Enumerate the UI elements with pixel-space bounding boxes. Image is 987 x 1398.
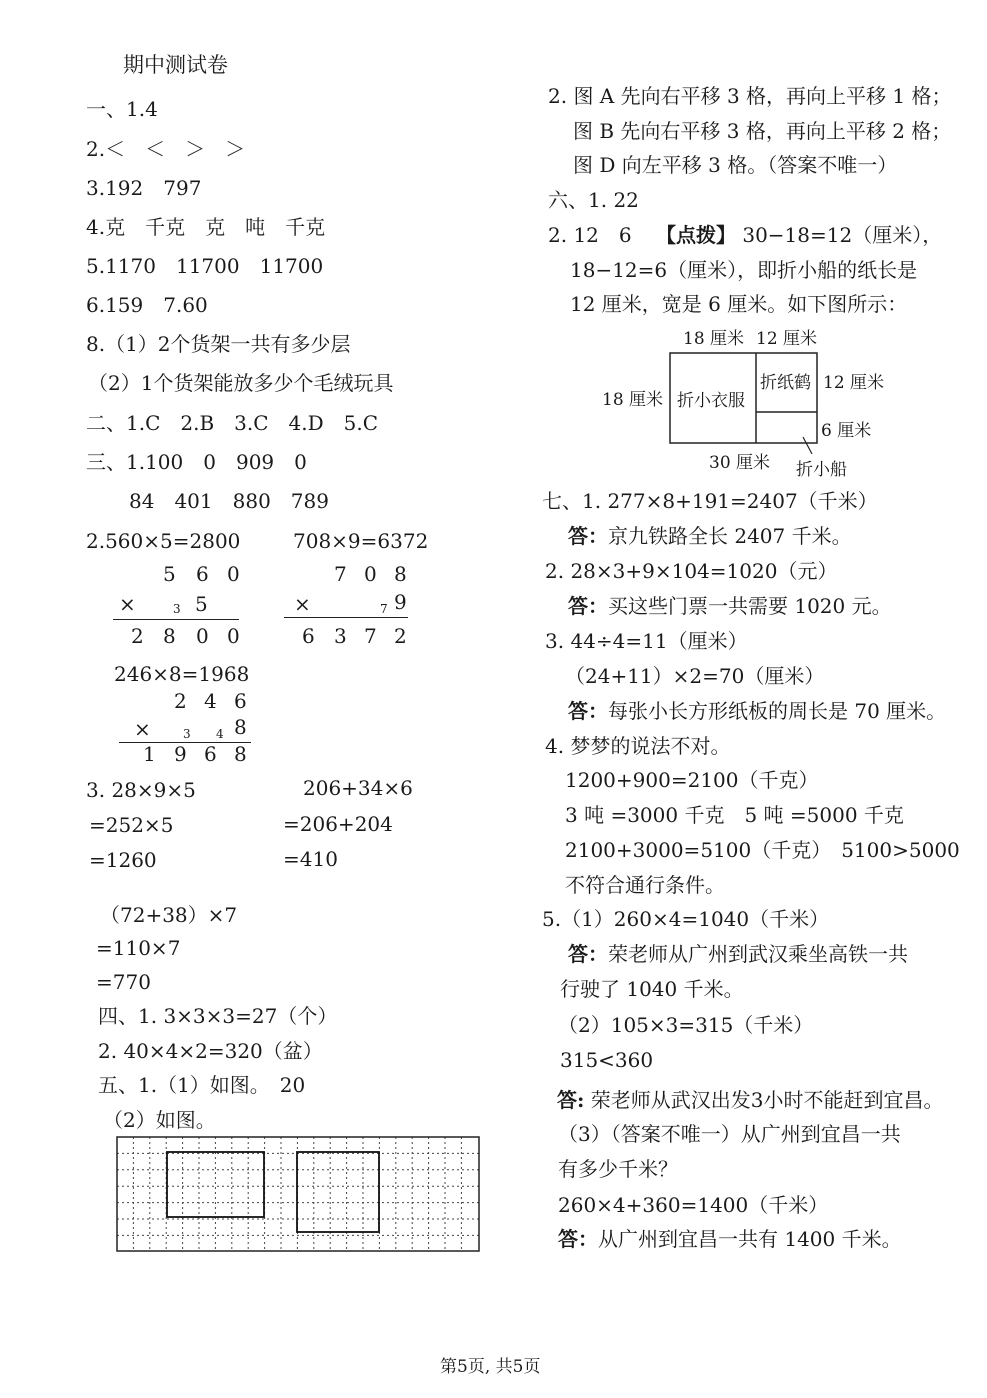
answer-line-1-6: 6.159 7.60 [86,293,208,317]
box-boat-label: 折小船 [796,460,847,480]
answer-5-2-line2: 图 B 先向右平移 3 格，再向上平移 2 格； [573,119,952,143]
boat-pointer-line [803,437,812,454]
answer-section-3-line2: 84 401 880 789 [129,489,329,513]
answer-line-1-8b: （2）1个货架能放多少个毛绒玩具 [88,371,394,395]
box-clothes-label: 折小衣服 [677,391,745,411]
label-left: 18 厘米 [602,390,664,410]
digit: 6 [204,742,217,766]
digit: 6 [302,624,315,648]
digit: 0 [227,562,240,586]
times-sign: × [134,717,151,741]
calc-3-2-line1: 206+34×6 [303,776,413,800]
question-7-2: 2. 28×3+9×104=1020（元） [545,559,838,583]
answer-label: 答： [568,524,608,548]
calc-3-1-line2: =252×5 [89,813,174,837]
question-7-3-line2: （24+11）×2=70（厘米） [565,664,825,688]
answer-label: 答： [558,1227,598,1251]
digit: 0 [364,562,377,586]
answer-text: 荣老师从武汉出发3小时不能赶到宜昌。 [590,1088,944,1112]
answer-6-2-calc: 30−18=12（厘米）， [742,223,943,247]
question-7-4-line3: 3 吨 =3000 千克 5 吨 =5000 千克 [565,803,904,827]
digit: 0 [227,624,240,648]
page-number: 第5页, 共5页 [440,1357,541,1377]
question-7-5-2: （2）105×3=315（千米） [558,1013,814,1037]
carry-digit: 4 [216,727,224,741]
answer-7-5-1-line2: 行驶了 1040 千米。 [560,977,744,1001]
question-7-4-line1: 4. 梦梦的说法不对。 [545,734,731,758]
digit: 8 [394,562,407,586]
answer-section-4-1: 四、1. 3×3×3=27（个） [98,1004,338,1028]
answer-line-1-5: 5.1170 11700 11700 [86,254,324,278]
answer-label: 答： [568,942,608,966]
answer-7-3 [568,699,946,723]
digit: 6 [234,689,247,713]
question-7-5-3-line1: （3）（答案不唯一）从广州到宜昌一共 [558,1122,901,1146]
digit: 9 [394,590,407,614]
answer-line-1-4: 4.克 千克 克 吨 千克 [86,215,326,239]
label-top-left: 18 厘米 [683,329,745,349]
digit: 8 [163,624,176,648]
box-crane-label: 折纸鹤 [760,373,811,393]
question-7-5-3-line3: 260×4+360=1400（千米） [558,1193,829,1217]
digit: 2 [174,689,187,713]
answer-text: 买这些门票一共需要 1020 元。 [608,594,892,618]
answer-line-1-2: 2.＜ ＜ ＞ ＞ [86,137,246,161]
digit: 2 [394,624,407,648]
question-7-4-line2: 1200+900=2100（千克） [565,768,819,792]
question-7-5-2-compare: 315<360 [560,1048,654,1072]
label-top-right: 12 厘米 [756,329,818,349]
digit: 3 [334,624,347,648]
equation-560x5: 2.560×5=2800 [86,529,241,553]
answer-7-2 [568,594,892,618]
calc-3-2-line2: =206+204 [283,812,393,836]
digit: 7 [334,562,347,586]
digit: 2 [131,624,144,648]
hint-label: 【点拨】 [655,223,736,247]
answer-7-1 [568,524,852,548]
answer-line-1-8a: 8.（1）2个货架一共有多少层 [86,332,351,356]
times-sign: × [294,592,311,616]
digit: 7 [364,624,377,648]
answer-label: 答： [568,594,608,618]
page-title: 期中测试卷 [123,53,228,77]
answer-text: 京九铁路全长 2407 千米。 [608,524,852,548]
answer-6-2-line3: 12 厘米，宽是 6 厘米。如下图所示： [570,292,908,316]
answer-5-2-line3: 图 D 向左平移 3 格。（答案不唯一） [573,153,898,177]
answer-text: 荣老师从广州到武汉乘坐高铁一共 [608,942,908,966]
equation-246x8: 246×8=1968 [114,662,250,686]
answer-5-2-line1: 2. 图 A 先向右平移 3 格，再向上平移 1 格； [548,84,952,108]
answer-line-1-1: 一、1.4 [86,97,158,121]
answer-label: 答： [568,699,608,723]
answer-section-3-line1: 三、1.100 0 909 0 [86,450,307,474]
question-7-5-1: 5.（1）260×4=1040（千米） [542,907,830,931]
calc-3-3-line1: （72+38）×7 [100,903,238,927]
equation-708x9: 708×9=6372 [293,529,429,553]
answer-section-2: 二、1.C 2.B 3.C 4.D 5.C [86,411,379,435]
answer-text: 从广州到宜昌一共有 1400 千米。 [598,1227,902,1251]
label-right-top: 12 厘米 [823,373,885,393]
digit: 5 [163,562,176,586]
digit: 8 [234,715,247,739]
answer-line-1-3: 3.192 797 [86,176,202,200]
label-right-bottom: 6 厘米 [821,421,872,441]
answer-7-5-3 [558,1227,902,1251]
digit: 8 [234,742,247,766]
question-7-4-line4: 2100+3000=5100（千克） 5100>5000 [565,838,960,862]
question-7-5-3-line2: 有多少千米？ [558,1157,678,1181]
answer-6-1: 六、1. 22 [548,188,639,212]
digit: 0 [196,624,209,648]
answer-7-5-1-line1 [568,942,908,966]
answer-6-2-values: 2. 12 6 [548,223,632,247]
answer-section-4-2: 2. 40×4×2=320（盆） [98,1039,323,1063]
carry-digit: 3 [173,602,181,616]
answer-section-5-2: （2）如图。 [103,1108,216,1132]
answer-7-5-2 [557,1088,943,1112]
digit: 1 [143,742,156,766]
label-bottom: 30 厘米 [709,453,771,473]
calc-3-3-line3: =770 [96,970,151,994]
calc-3-1-line1: 3. 28×9×5 [86,778,196,802]
calc-3-1-line3: =1260 [89,848,157,872]
question-7-1: 七、1. 277×8+191=2407（千米） [542,489,878,513]
question-7-4-line5: 不符合通行条件。 [565,873,725,897]
question-7-3-line1: 3. 44÷4=11（厘米） [545,629,748,653]
digit: 6 [196,562,209,586]
answer-label: 答: [557,1088,585,1112]
carry-digit: 7 [380,602,388,616]
digit: 5 [195,592,208,616]
carry-digit: 3 [183,727,191,741]
calc-3-2-line3: =410 [283,847,338,871]
answer-text: 每张小长方形纸板的周长是 70 厘米。 [608,699,947,723]
answer-6-2-line2: 18−12=6（厘米），即折小船的纸长是 [570,258,918,282]
digit: 9 [174,742,187,766]
calc-3-3-line2: =110×7 [96,936,181,960]
digit: 4 [204,689,217,713]
answer-section-5-1: 五、1.（1）如图。 20 [98,1073,306,1097]
times-sign: × [119,592,136,616]
